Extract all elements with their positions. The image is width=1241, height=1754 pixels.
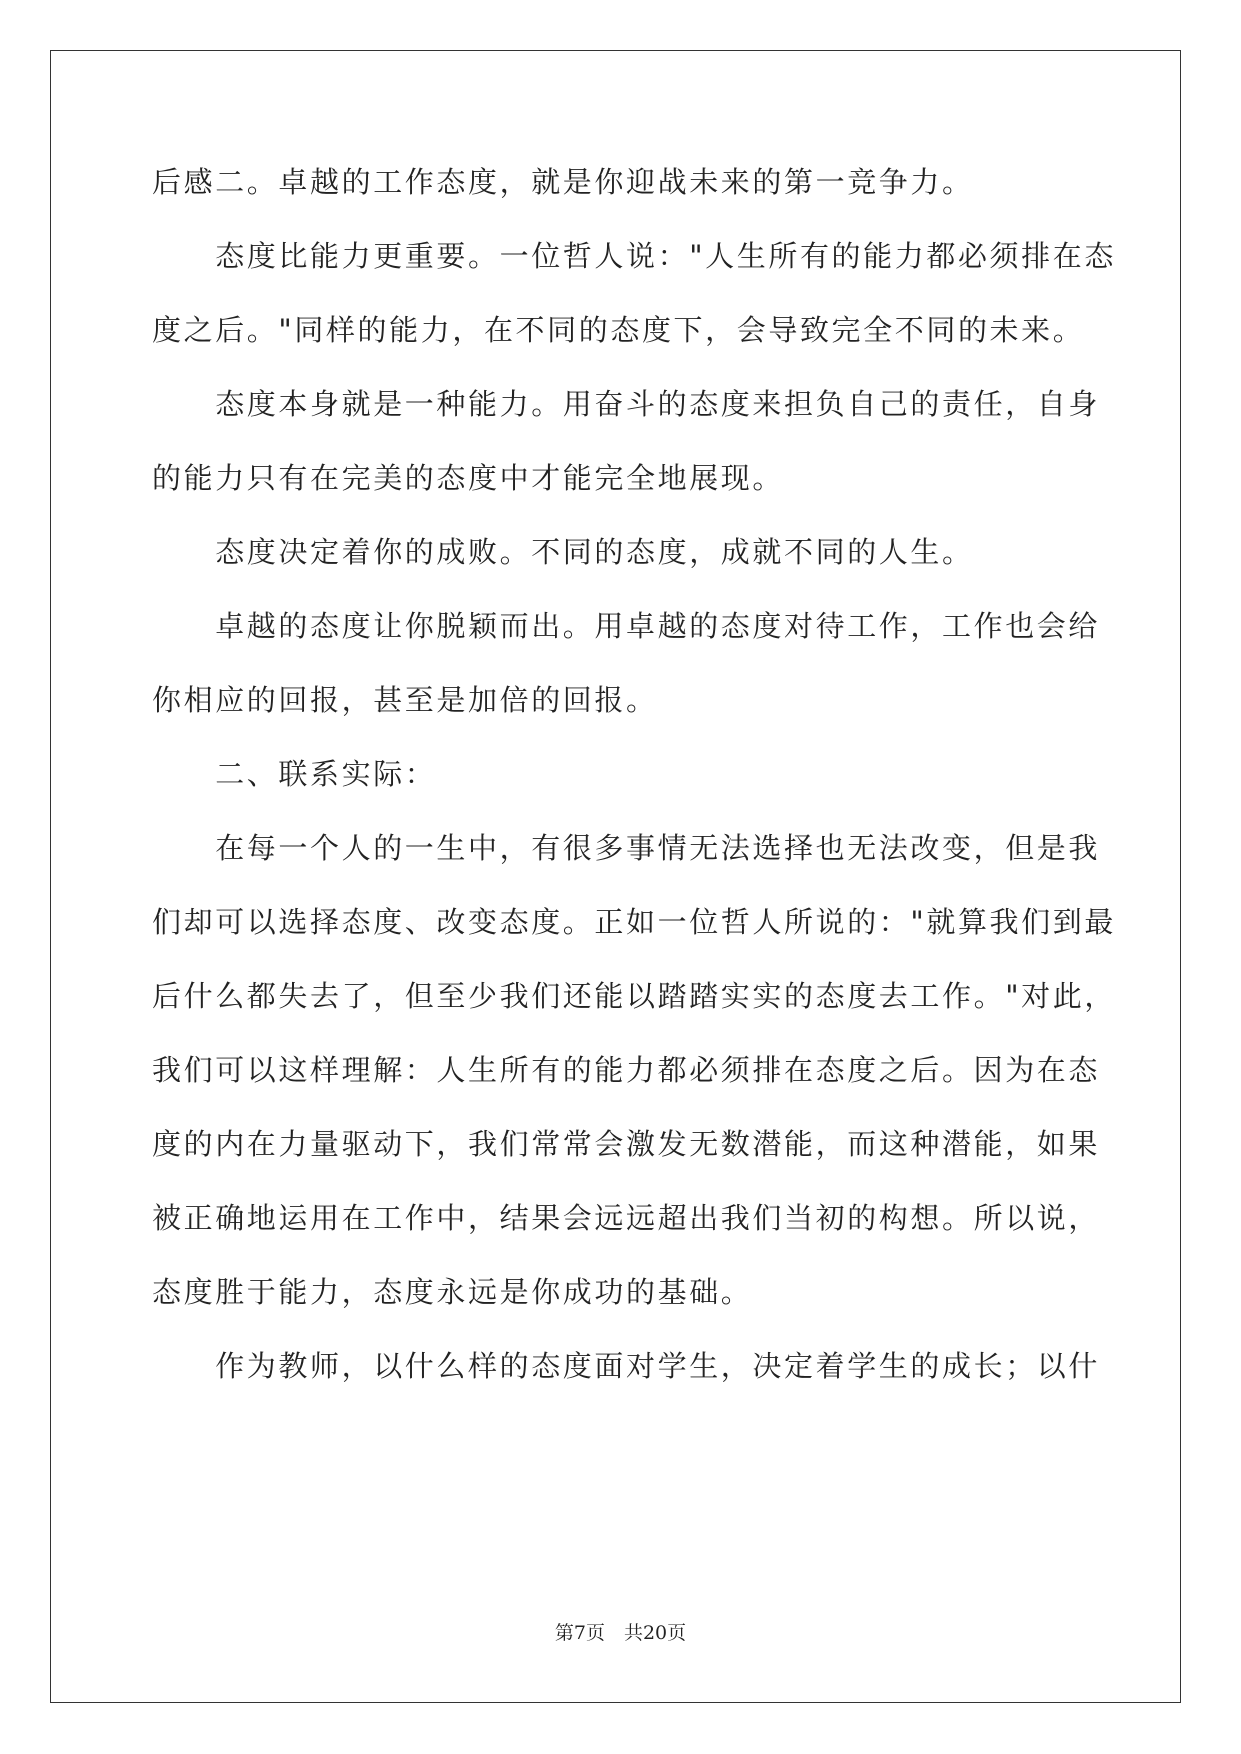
text-line: 后感二。卓越的工作态度，就是你迎战未来的第一竞争力。 [152, 165, 974, 199]
text-line: 作为教师，以什么样的态度面对学生，决定着学生的成长；以什 [152, 1349, 1101, 1383]
page-number: 第7页 共20页 [554, 1622, 687, 1644]
text-line: 态度本身就是一种能力。用奋斗的态度来担负自己的责任，自身 [152, 387, 1101, 421]
text-line: 卓越的态度让你脱颖而出。用卓越的态度对待工作，工作也会给 [152, 609, 1101, 643]
text-line: 后什么都失去了，但至少我们还能以踏踏实实的态度去工作。"对此， [152, 979, 1116, 1013]
text-line: 的能力只有在完美的态度中才能完全地展现。 [152, 461, 785, 495]
text-line: 被正确地运用在工作中，结果会远远超出我们当初的构想。所以说， [152, 1201, 1101, 1235]
text-line: 在每一个人的一生中，有很多事情无法选择也无法改变，但是我 [152, 831, 1101, 865]
text-line: 态度决定着你的成败。不同的态度，成就不同的人生。 [152, 535, 974, 569]
text-line: 度之后。"同样的能力，在不同的态度下，会导致完全不同的未来。 [152, 313, 1085, 347]
text-line: 们却可以选择态度、改变态度。正如一位哲人所说的："就算我们到最 [152, 905, 1116, 939]
text-line: 态度胜于能力，态度永远是你成功的基础。 [152, 1275, 753, 1309]
text-line: 态度比能力更重要。一位哲人说："人生所有的能力都必须排在态 [152, 239, 1116, 273]
text-line: 二、联系实际： [152, 757, 437, 791]
text-line: 我们可以这样理解：人生所有的能力都必须排在态度之后。因为在态 [152, 1053, 1101, 1087]
text-line: 度的内在力量驱动下，我们常常会激发无数潜能，而这种潜能，如果 [152, 1127, 1101, 1161]
text-line: 你相应的回报，甚至是加倍的回报。 [152, 683, 658, 717]
page-border [50, 50, 1181, 1703]
